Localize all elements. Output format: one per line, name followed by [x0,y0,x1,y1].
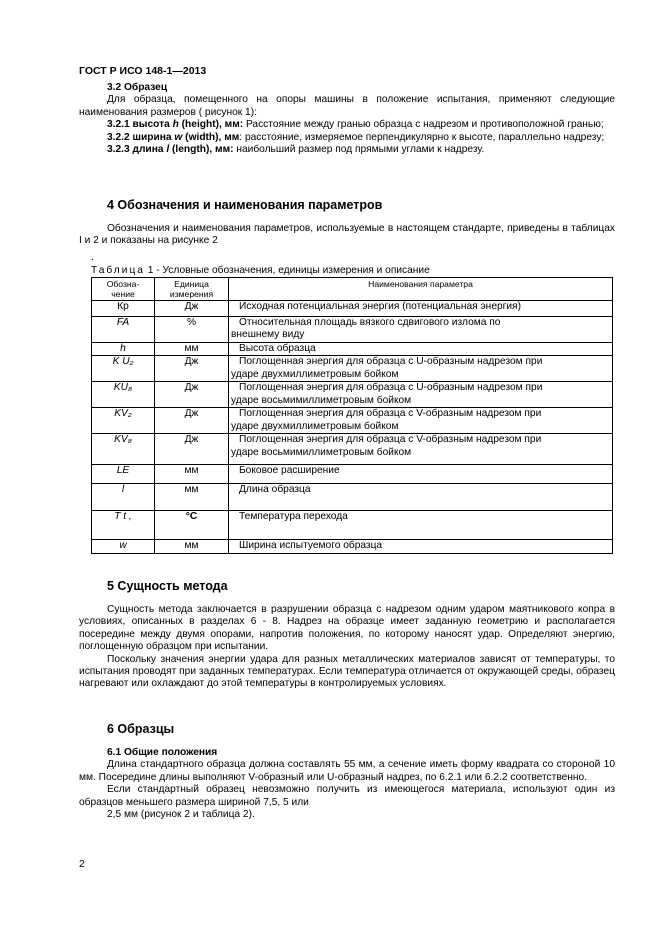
clause-3-2-1-text: Расстояние между гранью образца с надрезом и противоположной гранью; [243,119,604,131]
row-symbol: LE [92,465,155,484]
section-5-paragraph-2: Поскольку значения энергии удара для разных металлических материалов зависят от температуры, то испытания проводят при заданных температурах. Если температура отличается от окружающей среды, образец нагревают или охлаждают до этой температуры в контролируемых условиях. [79,653,615,690]
row-symbol: Кр [92,301,155,317]
section-6-paragraph-3: 2,5 мм (рисунок 2 и таблица 2). [107,809,255,821]
table-row [92,484,613,511]
row-unit: мм [155,343,229,356]
clause-3-2-3-mid: (length), мм: [169,144,234,156]
clause-3-2-1-symbol: h [172,119,179,131]
clause-3-2-1-label: 3.2.1 высота [107,119,170,131]
section-6-1-heading: 6.1 Общие положения [107,747,218,758]
section-3-2-intro: Для образца, помещенного на опоры машины в положение испытания, применяют следующие наименования размеров ( рисунок 1): [79,94,615,118]
row-unit: Дж [155,434,229,465]
row-description: Боковое расширение [229,465,613,484]
clause-3-2-2 [79,132,615,144]
row-description: Исходная потенциальная энергия (потенциальная энергия) [229,301,613,317]
page-number: 2 [79,858,85,870]
header-symbol: Обозна- чение [92,278,155,301]
row-unit: Дж [155,382,229,408]
table-1 [91,277,613,554]
table-1-header-row [92,278,613,301]
table-row [92,301,613,317]
section-3-2 [79,82,615,156]
clause-3-2-3-label: 3.2.3 длина [107,144,164,156]
row-unit: Дж [155,301,229,317]
row-description: Длина образца [229,484,613,511]
row-description: Поглощенная энергия для образца с V-образным надрезом при ударе двухмиллиметровым бойком [229,408,613,434]
section-6 [79,722,615,821]
section-5 [79,579,615,691]
section-4 [79,198,615,248]
clause-3-2-2-text: : расстояние, измеряемое перпендикулярно к высоте, параллельно надрезу; [239,131,605,143]
row-unit: Дж [155,408,229,434]
clause-3-2-3-symbol: l [166,144,170,156]
table-row [92,434,613,465]
section-5-paragraph-1: Сущность метода заключается в разрушении образца с надрезом одним ударом маятникового копра в условиях, описанных в разделах 6 - 8. Надрез на образце имеет заданную геометрию и располагается посередине между двумя опорами, напротив положения, по которому наносят удар. Определяют энергию, поглощенную образцом при испытании. [79,604,615,653]
row-description: Поглощенная энергия для образца с U-образным надрезом при ударе восьмимиллиметровым бойком [229,382,613,408]
table-row [92,465,613,484]
row-symbol: T t , [92,511,155,540]
row-symbol: w [92,540,155,554]
stray-dot: . [91,252,94,263]
section-6-heading: 6 Образцы [107,722,175,736]
section-6-paragraph-1: Длина стандартного образца должна составлять 55 мм, а сечение иметь форму квадрата со стороной 10 мм. Посередине длины выполняют V-образный или U-образный надрез, по 6.2.1 или 6.2.2 соответственно. [79,759,615,783]
table-row [92,540,613,554]
row-symbol: l [92,484,155,511]
clause-3-2-3 [79,144,615,156]
row-description: Поглощенная энергия для образца с U-образным надрезом при ударе двухмиллиметровым бойком [229,356,613,382]
row-symbol: K U₂ [92,356,155,382]
clause-3-2-1 [79,119,615,131]
row-symbol: FA [92,317,155,343]
row-description: Высота образца [229,343,613,356]
clause-3-2-3-text: наибольший размер под прямыми углами к надрезу. [233,144,485,156]
row-unit: мм [155,540,229,554]
clause-3-2-1-mid: (height), мм: [178,119,244,131]
clause-3-2-2-mid: (width), мм [182,131,240,143]
row-unit: % [155,317,229,343]
row-unit: мм [155,465,229,484]
table-1-caption-text: 1 - Условные обозначения, единицы измерения и описание [144,265,430,276]
table-1-caption [91,265,430,277]
table-row [92,408,613,434]
table-row [92,511,613,540]
section-4-heading: 4 Обозначения и наименования параметров [107,198,383,212]
row-unit: Дж [155,356,229,382]
row-description: Поглощенная энергия для образца с V-образным надрезом при ударе восьмимиллиметровым бойком [229,434,613,465]
row-description: Относительная площадь вязкого сдвигового излома по внешнему виду [229,317,613,343]
section-5-heading: 5 Сущность метода [107,579,228,593]
clause-3-2-2-symbol: w [174,131,183,143]
section-6-paragraph-2: Если стандартный образец невозможно получить из имеющегося материала, используют один из образцов меньшего размера шириной 7,5, 5 или [79,784,615,808]
header-description: Наименования параметра [229,278,613,301]
table-row [92,317,613,343]
document-header: ГОСТ Р ИСО 148-1—2013 [79,65,207,77]
header-unit: Единица измерения [155,278,229,301]
table-row [92,343,613,356]
row-symbol: h [92,343,155,356]
section-3-2-heading: 3.2 Образец [107,82,168,93]
row-symbol: KV₈ [92,434,155,465]
row-symbol: KV₂ [92,408,155,434]
table-row [92,382,613,408]
clause-3-2-2-label: 3.2.2 ширина [107,131,172,143]
section-4-text: Обозначения и наименования параметров, используемые в настоящем стандарте, приведены в таблицах I и 2 и показаны на рисунке 2 [79,223,615,247]
table-row [92,356,613,382]
row-description: Температура перехода [229,511,613,540]
row-unit: мм [155,484,229,511]
row-description: Ширина испытуемого образца [229,540,613,554]
row-unit: °С [155,511,229,540]
row-symbol: KU₈ [92,382,155,408]
table-1-caption-word: Таблица [91,265,145,276]
